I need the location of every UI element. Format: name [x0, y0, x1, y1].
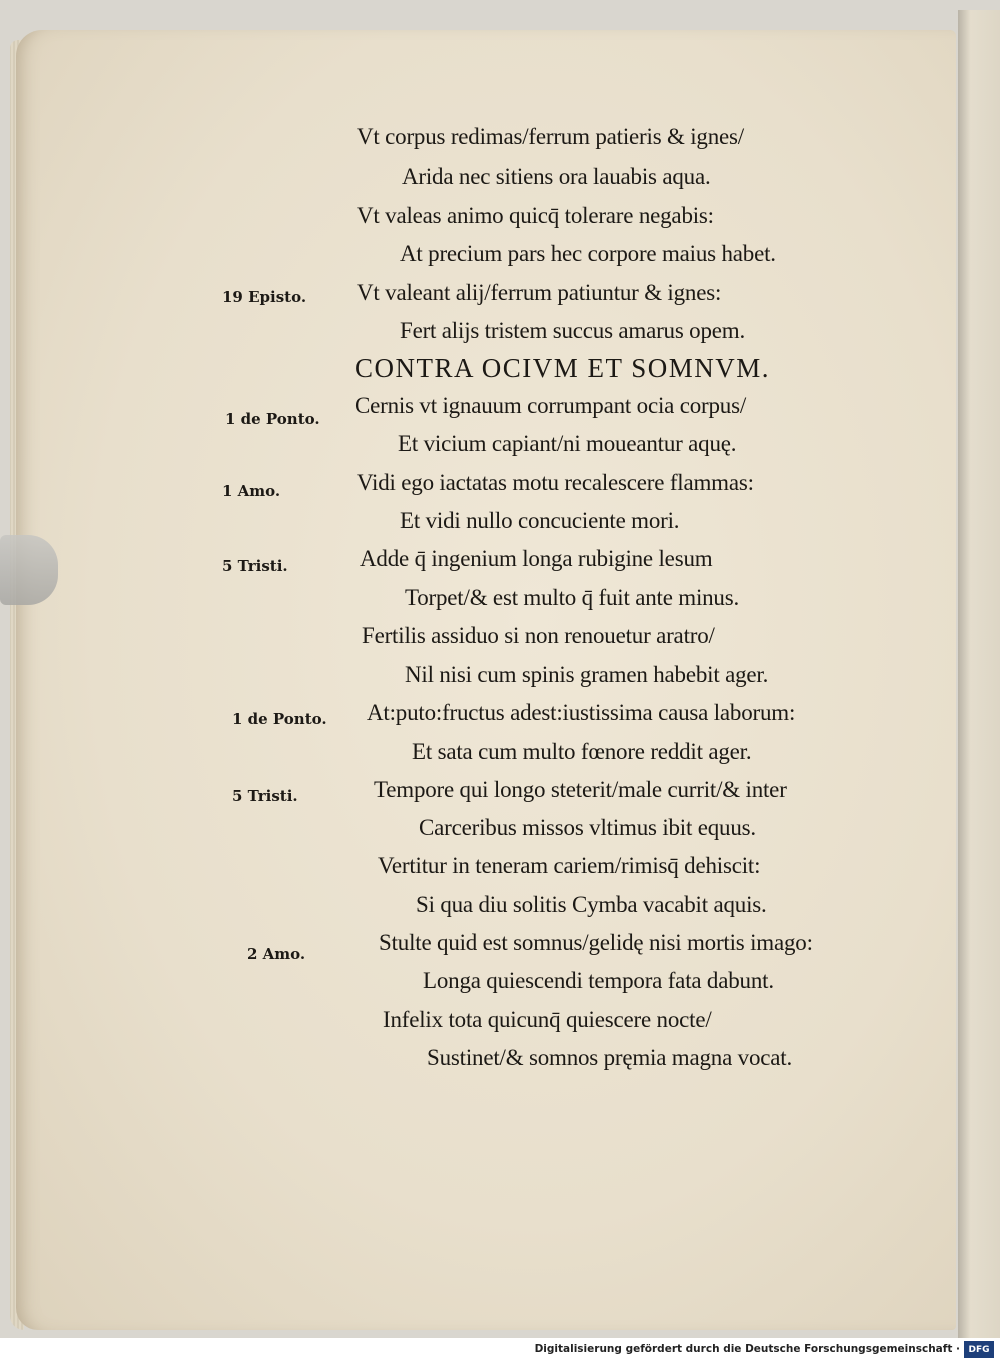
margin-note: 1 de Ponto.: [232, 710, 327, 728]
verse-line: At:puto:fructus adest:iustissima causa laborum:: [367, 700, 796, 725]
verse-line: Et vidi nullo concuciente mori.: [400, 508, 680, 533]
section-heading: CONTRA OCIVM ET SOMNVM.: [355, 353, 771, 383]
margin-note: 19 Episto.: [222, 288, 307, 306]
verse-line: Fert alijs tristem succus amarus opem.: [400, 318, 745, 343]
verse-line: Torpet/& est multo q̄ fuit ante minus.: [405, 585, 740, 610]
margin-note: 1 de Ponto.: [225, 410, 320, 428]
margin-note: 1 Amo.: [222, 482, 281, 500]
verse-line: Tempore qui longo steterit/male currit/& inter: [374, 777, 787, 802]
verse-line: Longa quiescendi tempora fata dabunt.: [423, 968, 774, 993]
verse-line: Vertitur in teneram cariem/rimisq̄ dehiscit:: [378, 853, 761, 878]
verse-line: Vidi ego iactatas motu recalescere flammas:: [357, 470, 754, 495]
footer-bar: [0, 1338, 1000, 1362]
facing-page-edge: [958, 10, 1000, 1338]
verse-line: Nil nisi cum spinis gramen habebit ager.: [405, 662, 769, 687]
verse-line: Et vicium capiant/ni moueantur aquę.: [398, 431, 737, 456]
verse-line: Arida nec sitiens ora lauabis aqua.: [402, 164, 711, 189]
footer-credit: Digitalisierung gefördert durch die Deutsche Forschungsgemeinschaft ·: [534, 1343, 960, 1355]
margin-note: 5 Tristi.: [222, 557, 288, 575]
margin-note: 2 Amo.: [247, 945, 306, 963]
verse-line: Vt valeas animo quicq̄ tolerare negabis:: [357, 203, 714, 228]
verse-line: Et sata cum multo fœnore reddit ager.: [412, 739, 752, 764]
verse-line: Adde q̄ ingenium longa rubigine lesum: [360, 546, 713, 571]
verse-line: Cernis vt ignauum corrumpant ocia corpus/: [355, 393, 747, 418]
verse-line: Sustinet/& somnos pręmia magna vocat.: [427, 1045, 793, 1070]
dfg-logo-icon: DFG: [964, 1341, 994, 1358]
verse-line: Vt valeant alij/ferrum patiuntur & ignes:: [357, 280, 722, 305]
verse-line: Infelix tota quicunq̄ quiescere nocte/: [383, 1007, 712, 1032]
margin-note: 5 Tristi.: [232, 787, 298, 805]
verse-line: Fertilis assiduo si non renouetur aratro/: [362, 623, 715, 648]
verse-line: Si qua diu solitis Cymba vacabit aquis.: [416, 892, 767, 917]
verse-line: Stulte quid est somnus/gelidę nisi mortis imago:: [379, 930, 813, 955]
bookmark-tab: [0, 535, 58, 605]
verse-line: Carceribus missos vltimus ibit equus.: [419, 815, 756, 840]
verse-line: Vt corpus redimas/ferrum patieris & ignes/: [357, 124, 744, 149]
verse-line: At precium pars hec corpore maius habet.: [400, 241, 776, 266]
